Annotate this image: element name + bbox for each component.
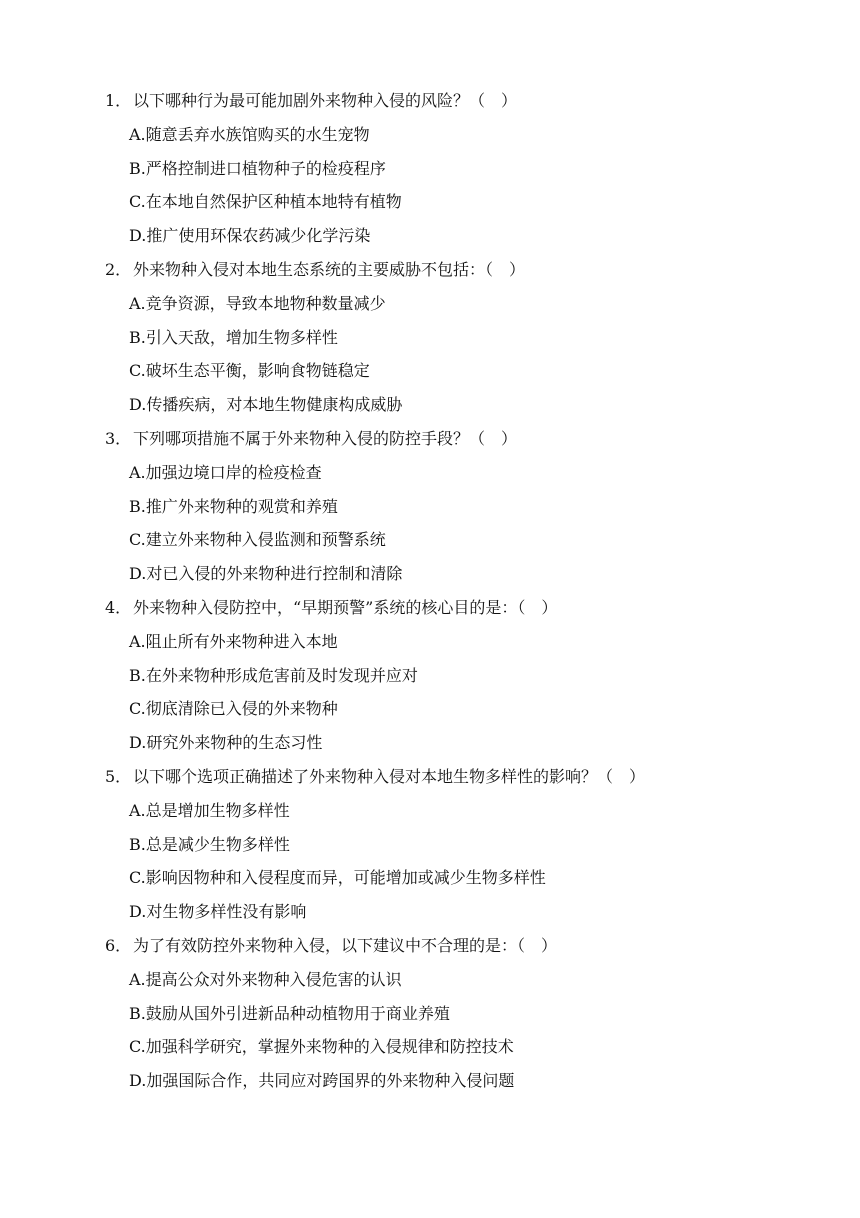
question-number: 1．: [105, 91, 132, 110]
option-a: A.竞争资源，导致本地物种数量减少: [129, 293, 386, 313]
question-stem: [105, 760, 805, 794]
option-d: D.推广使用环保农药减少化学污染: [129, 226, 371, 246]
option-b: B.严格控制进口植物种子的检疫程序: [129, 158, 386, 178]
question-stem: [105, 253, 805, 287]
question-number: 6．: [105, 935, 132, 955]
option-c: C.建立外来物种入侵监测和预警系统: [129, 530, 386, 550]
option-a: A.加强边境口岸的检疫检查: [129, 462, 322, 482]
question-text: 下列哪项措施不属于外来物种入侵的防控手段？（ ）: [133, 428, 518, 448]
question-3: [105, 422, 805, 591]
option-b: B.总是减少生物多样性: [129, 834, 290, 854]
option-c: C.加强科学研究，掌握外来物种的入侵规律和防控技术: [129, 1037, 514, 1057]
question-text: 以下哪个选项正确描述了外来物种入侵对本地生物多样性的影响？（ ）: [133, 766, 646, 786]
question-number: 4．: [105, 597, 132, 617]
question-text: 外来物种入侵对本地生态系统的主要威胁不包括：（ ）: [133, 259, 526, 279]
option-d: D.对已入侵的外来物种进行控制和清除: [129, 564, 403, 584]
question-stem: [105, 591, 805, 625]
question-2: [105, 253, 805, 422]
option-c: C.影响因物种和入侵程度而异，可能增加或减少生物多样性: [129, 868, 546, 888]
question-1: [105, 84, 805, 253]
option-a: A.总是增加生物多样性: [129, 800, 290, 820]
question-6: [105, 929, 805, 1098]
option-a: A.随意丢弃水族馆购买的水生宠物: [129, 124, 370, 144]
question-stem: [105, 84, 805, 118]
option-b: B.推广外来物种的观赏和养殖: [129, 496, 338, 516]
question-number: 2．: [105, 259, 132, 279]
option-d: D.传播疾病，对本地生物健康构成威胁: [129, 395, 403, 415]
option-d: D.加强国际合作，共同应对跨国界的外来物种入侵问题: [129, 1071, 515, 1091]
option-b: B.鼓励从国外引进新品种动植物用于商业养殖: [129, 1003, 450, 1023]
option-c: C.在本地自然保护区种植本地特有植物: [129, 192, 402, 212]
option-c: C.彻底清除已入侵的外来物种: [129, 699, 338, 719]
question-stem: [105, 422, 805, 456]
question-text: 以下哪种行为最可能加剧外来物种入侵的风险？（ ）: [133, 91, 518, 110]
option-d: D.对生物多样性没有影响: [129, 902, 307, 922]
question-4: [105, 591, 805, 760]
question-number: 3．: [105, 428, 132, 448]
option-b: B.在外来物种形成危害前及时发现并应对: [129, 665, 418, 685]
question-stem: [105, 929, 805, 963]
question-5: [105, 760, 805, 929]
question-text: 外来物种入侵防控中，“早期预警”系统的核心目的是：（ ）: [133, 597, 558, 617]
question-number: 5．: [105, 766, 132, 786]
question-text: 为了有效防控外来物种入侵，以下建议中不合理的是：（ ）: [133, 935, 558, 955]
question-list: [105, 84, 805, 1098]
option-d: D.研究外来物种的生态习性: [129, 733, 323, 753]
option-a: A.阻止所有外来物种进入本地: [129, 631, 338, 651]
option-a: A.提高公众对外来物种入侵危害的认识: [129, 969, 402, 989]
option-c: C.破坏生态平衡，影响食物链稳定: [129, 361, 370, 381]
option-b: B.引入天敌，增加生物多样性: [129, 327, 338, 347]
